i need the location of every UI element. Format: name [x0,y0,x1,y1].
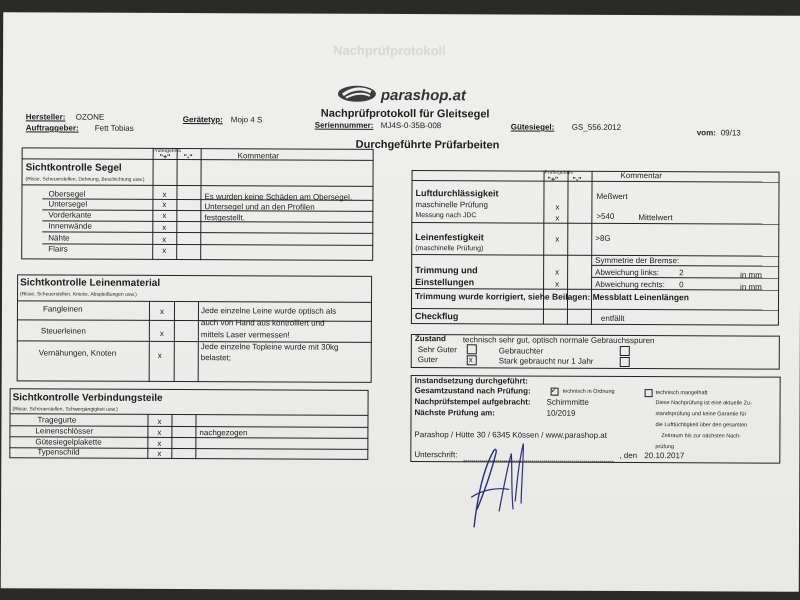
segel-row-mark: x [162,210,167,220]
segel-plus: "+" [159,153,171,161]
signature-date: 20.10.2017 [644,451,685,461]
mangel-checkbox[interactable] [645,389,653,397]
segel-row-comment: festgestellt. [204,213,245,223]
segel-row-mark: x [162,222,167,232]
hersteller-label: Hersteller: [25,112,66,122]
disclaimer-line: Zeitraum bis zur nächsten Nach- [661,433,741,440]
leinen-row-mark: x [157,350,162,360]
right-minus: "-" [572,176,582,184]
segel-row-label: Vorderkante [48,210,92,220]
verbindung-row-mark: x [157,448,162,458]
vom-value: 09/13 [720,128,741,138]
geraetetyp-value: Mojo 4 S [230,115,263,125]
verbindung-row-mark: x [157,427,162,437]
verbindung-row-mark: x [157,438,162,448]
leinen-comment: mittels Laser vermessen! [200,330,290,340]
disclaimer-line: Diese Nachprüfung ist eine aktuelle Zu- [655,400,752,407]
luft-mark: x [555,202,560,212]
leinen-row-label: Vernähungen, Knoten [38,348,117,358]
verbindung-row-label: Tragegurte [37,415,77,425]
right-pruef-label: Prüfergebnis [544,169,573,176]
leinen-comment: Jede einzelne Topleine wurde mit 30kg [200,342,339,352]
segel-row-mark: x [162,245,167,255]
verbindung-row-label: Gütesiegelplakette [35,437,102,447]
abweichung-rechts-label: Abweichung rechts: [595,279,665,290]
disclaimer-line: standsprüfung und keine Garantie für [655,411,747,418]
zustand-sehr-guter: Sehr Guter [417,345,457,355]
segel-title: Sichtkontrolle Segel [25,162,122,174]
segel-pruef-label: Prüfergebnis [152,147,182,155]
segel-row-mark: x [162,234,167,244]
guetesiegel-value: GS_556.2012 [571,122,622,132]
verbindung-row-label: Leinenschlösser [35,426,94,436]
hersteller-value: OZONE [75,112,105,122]
brand-name: parashop.at [380,86,466,105]
segel-row-label: Untersegel [48,199,88,209]
instand-label: Instandsetzung durchgeführt: [414,376,529,386]
mangel-label: technisch mangelhaft [655,390,708,397]
verbindung-row-comment: nachgezogen [199,428,248,438]
unterschrift-label: Unterschrift: [414,450,458,460]
page-title: Nachprüfprotokoll für Gleitsegel [320,107,490,121]
sehr-guter-checkbox[interactable] [467,344,477,354]
segel-row-label: Flairs [48,244,68,254]
auftraggeber-label: Auftraggeber: [25,123,79,133]
leinen-row-mark: x [159,306,164,316]
section-title: Durchgeführte Prüfarbeiten [355,138,500,152]
leinen-comment: belastet; [200,353,232,363]
abweichung-rechts-value: 0 [679,280,684,290]
right-plus: "+" [547,176,559,184]
luft-mittelwert: Mittelwert [638,213,673,223]
verbindung-subtitle: (Risse, Scheuerstellen, Schwergängigkeit usw.) [12,406,118,413]
show-through-text: Nachprüfprotokoll [333,42,446,59]
trimmung-note: Trimmung wurde korrigiert, siehe Beilagen: Messblatt Leinenlängen [415,291,689,303]
segel-row-label: Obersegel [48,189,86,199]
luft-value: >540 [596,211,615,221]
naechste-value: 10/2019 [546,408,576,418]
leinenfest-value: >8G [595,233,611,243]
leinen-title: Sichtkontrolle Leinenmaterial [20,277,161,289]
naechste-label: Nächste Prüfung am: [414,408,496,418]
verbindung-row-mark: x [157,416,162,426]
zustand-gebrauchter: Gebrauchter [498,346,544,356]
segel-minus: "-" [183,154,193,162]
address-line: Parashop / Hütte 30 / 6345 Kössen / www.parashop.at [414,430,608,440]
segel-row-mark: x [162,189,167,199]
leinen-row-mark: x [159,328,164,338]
guetesiegel-label: Gütesiegel: [510,122,555,132]
abweichung-links-unit: in mm [740,270,762,280]
leinenfest-mark: x [555,234,560,244]
zustand-guter: Guter [417,355,438,365]
luft-line1: maschinelle Prüfung [415,200,488,210]
handwritten-signature [459,439,549,534]
leinen-row-label: Fangleinen [42,304,83,314]
verbindung-title: Sichtkontrolle Verbindungsteile [12,392,163,404]
inspection-sheet [1,12,800,591]
trimmung-title-2: Einstellungen [415,277,475,288]
stempel-value: Schirmmitte [546,397,589,407]
symmetrie-label: Symmetrie der Bremse: [595,255,680,266]
gebrauchter-checkbox[interactable] [620,346,630,356]
den-label: , den [619,450,638,461]
trimmung-mark: x [555,279,560,289]
leinen-row-label: Steuerleinen [40,326,86,336]
luft-messwert: Meßwert [596,191,628,201]
right-kommentar: Kommentar [620,170,662,181]
auftraggeber-value: Fett Tobias [94,123,134,133]
leinenfest-line1: (maschinelle Prüfung) [415,245,484,253]
leinen-comment: auch von Hand aus kontrolliert und [200,318,325,328]
verbindung-row-label: Typenschild [37,447,80,457]
stark-checkbox[interactable] [620,357,630,367]
check-icon: ✓ [550,385,558,395]
leinen-comment: Jede einzelne Leine wurde optisch als [200,306,337,316]
segel-row-label: Nähte [48,233,70,243]
trimmung-mark: x [555,267,560,277]
segel-row-comment: Untersegel und an den Profilen [204,202,315,212]
abweichung-links-label: Abweichung links: [595,267,660,278]
guter-checkbox-mark: x [468,355,473,365]
zustand-stark: Stark gebraucht nur 1 Jahr [498,356,594,366]
seriennummer-label: Seriennummer: [314,120,374,130]
segel-row-label: Innenwände [48,221,92,231]
luft-title: Luftdurchlässigkeit [415,188,499,199]
geraetetyp-label: Gerätetyp: [182,115,223,125]
leinenfest-title: Leinenfestigkeit [415,232,484,243]
segel-kommentar: Kommentar [237,151,280,161]
parashop-logo-icon [337,84,377,104]
abweichung-rechts-unit: in mm [740,282,762,292]
leinen-subtitle: (Risse, Scheuerstellen, Knicke, Abspleißungen usw.) [20,291,137,298]
segel-subtitle: (Risse, Scheuerstellen, Dehnung, Beschichtung usw.) [25,176,145,183]
luft-line2: Messung nach JDC [415,212,477,220]
zustand-desc: technisch sehr gut, optisch normale Gebrauchsspuren [462,335,655,346]
trimmung-title-1: Trimmung und [415,265,478,276]
vom-label: vom: [696,128,716,138]
luft-mark: x [555,213,560,223]
checkflug-label: Checkflug [414,311,459,322]
seriennummer-value: MJ4S-0-35B-008 [380,120,442,131]
disclaimer-line: die Lufttüchtigkeit über den gesamten [655,422,748,429]
zustand-label: Zustand [414,334,446,344]
segel-row-comment: Es wurden keine Schäden am Obersegel, [204,192,353,202]
disclaimer-line: prüfung [655,444,675,451]
abweichung-links-value: 2 [679,268,684,278]
ok-label: technisch in Ordnung [562,388,615,395]
checkflug-value: entfällt [600,313,625,323]
stempel-label: Nachprüfstempel aufgebracht: [414,397,531,407]
gesamt-label: Gesamtzustand nach Prüfung: [414,386,531,396]
segel-row-mark: x [162,199,167,209]
